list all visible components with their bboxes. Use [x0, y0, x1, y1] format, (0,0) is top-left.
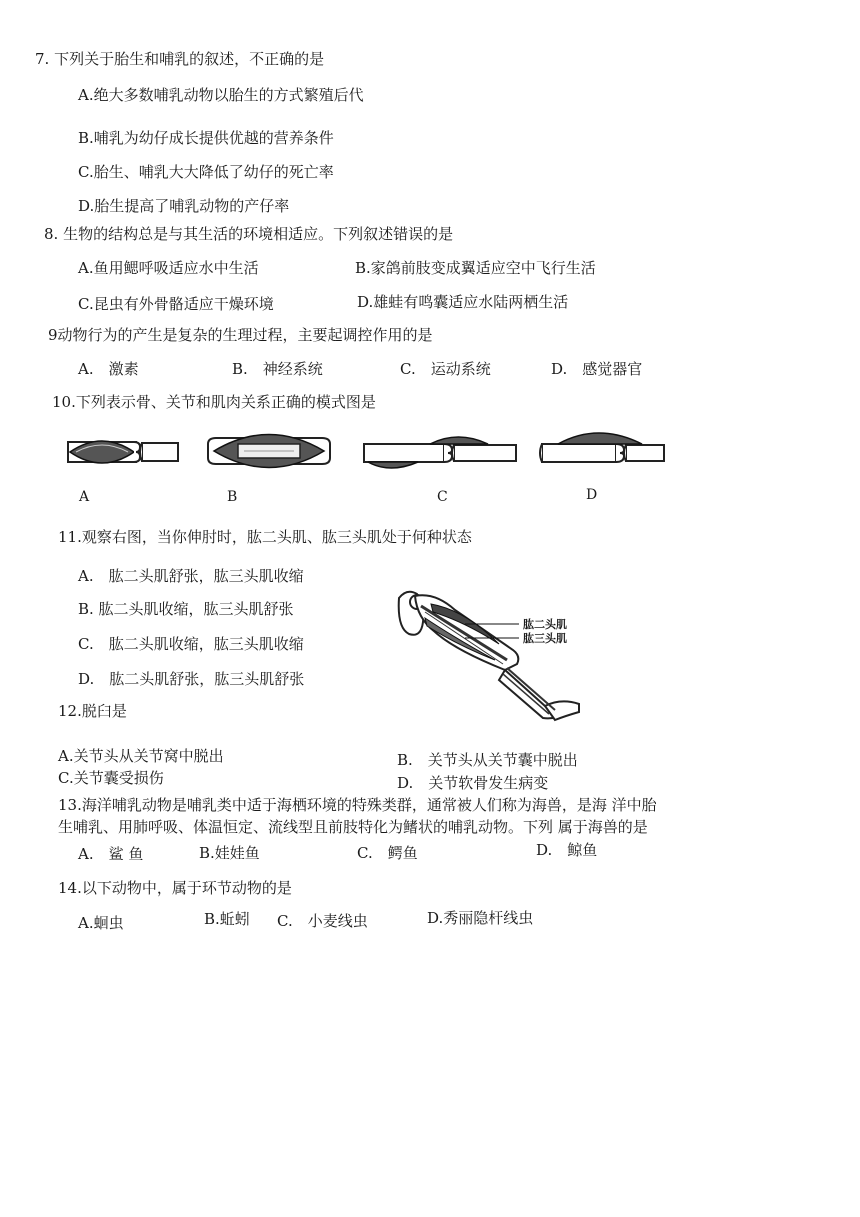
arm-muscle-illustration [395, 588, 585, 728]
q7-option-d: D.胎生提高了哺乳动物的产仔率 [78, 197, 290, 215]
q10-stem: 10.下列表示骨、关节和肌肉关系正确的模式图是 [52, 393, 376, 411]
q14-option-b: B.蚯蚓 [204, 910, 250, 928]
q12-option-c: C.关节囊受损伤 [58, 769, 164, 787]
q13-option-d: D. 鲸鱼 [536, 841, 598, 859]
q8-stem: 8. 生物的结构总是与其生活的环境相适应。下列叙述错误的是 [44, 225, 454, 243]
biceps-label: 肱二头肌 [523, 618, 567, 631]
q8-option-b: B.家鸽前肢变成翼适应空中飞行生活 [355, 259, 596, 277]
q7-option-c: C.胎生、哺乳大大降低了幼仔的死亡率 [78, 163, 334, 181]
diagram-label-d: D [586, 487, 598, 503]
q12-option-b: B. 关节头从关节囊中脱出 [397, 751, 578, 769]
q14-option-d: D.秀丽隐杆线虫 [427, 909, 534, 927]
q13-option-b: B.娃娃鱼 [199, 844, 260, 862]
q13-stem-line2: 生哺乳、用肺呼吸、体温恒定、流线型且前肢特化为鳍状的哺乳动物。下列 属于海兽的是 [58, 818, 648, 836]
q14-option-c: C. 小麦线虫 [277, 912, 368, 930]
q14-stem: 14.以下动物中，属于环节动物的是 [58, 879, 292, 897]
bone-muscle-diagram-a [66, 428, 184, 476]
q11-option-b: B. 肱二头肌收缩，肱三头肌舒张 [78, 600, 294, 618]
q11-option-c: C. 肱二头肌收缩，肱三头肌收缩 [78, 635, 304, 653]
q13-option-c: C. 鳄鱼 [357, 844, 418, 862]
diagram-label-a: A [79, 489, 90, 505]
diagram-label-b: B [227, 489, 238, 505]
q9-option-d: D. 感觉器官 [551, 360, 643, 378]
triceps-label: 肱三头肌 [523, 632, 567, 645]
bone-muscle-diagram-d [538, 426, 668, 474]
q7-stem: 7. 下列关于胎生和哺乳的叙述，不正确的是 [35, 50, 325, 68]
bone-muscle-diagram-c [360, 428, 520, 474]
q8-option-a: A.鱼用鳃呼吸适应水中生活 [78, 259, 259, 277]
q13-option-a: A. 鲨 鱼 [78, 845, 144, 863]
q12-option-a: A.关节头从关节窝中脱出 [58, 747, 224, 765]
bone-muscle-diagram-b [204, 420, 334, 476]
q9-option-c: C. 运动系统 [400, 360, 491, 378]
q9-stem: 9动物行为的产生是复杂的生理过程，主要起调控作用的是 [48, 326, 433, 344]
q7-option-a: A.绝大多数哺乳动物以胎生的方式繁殖后代 [78, 86, 364, 104]
q7-option-b: B.哺乳为幼仔成长提供优越的营养条件 [78, 129, 334, 147]
q11-option-a: A. 肱二头肌舒张，肱三头肌收缩 [78, 567, 304, 585]
q11-option-d: D. 肱二头肌舒张，肱三头肌舒张 [78, 670, 305, 688]
q12-stem: 12.脱臼是 [58, 702, 127, 720]
q14-option-a: A.蛔虫 [78, 914, 124, 932]
q8-option-d: D.雄蛙有鸣囊适应水陆两栖生活 [357, 293, 569, 311]
q11-stem: 11.观察右图，当你伸肘时，肱二头肌、肱三头肌处于何种状态 [58, 528, 472, 546]
q9-option-a: A. 激素 [78, 360, 139, 378]
q8-option-c: C.昆虫有外骨骼适应干燥环境 [78, 295, 274, 313]
q9-option-b: B. 神经系统 [232, 360, 323, 378]
q12-option-d: D. 关节软骨发生病变 [397, 774, 549, 792]
diagram-label-c: C [437, 489, 448, 505]
q13-stem-line1: 13.海洋哺乳动物是哺乳类中适于海栖环境的特殊类群，通常被人们称为海兽，是海 洋中胎 [58, 796, 657, 814]
